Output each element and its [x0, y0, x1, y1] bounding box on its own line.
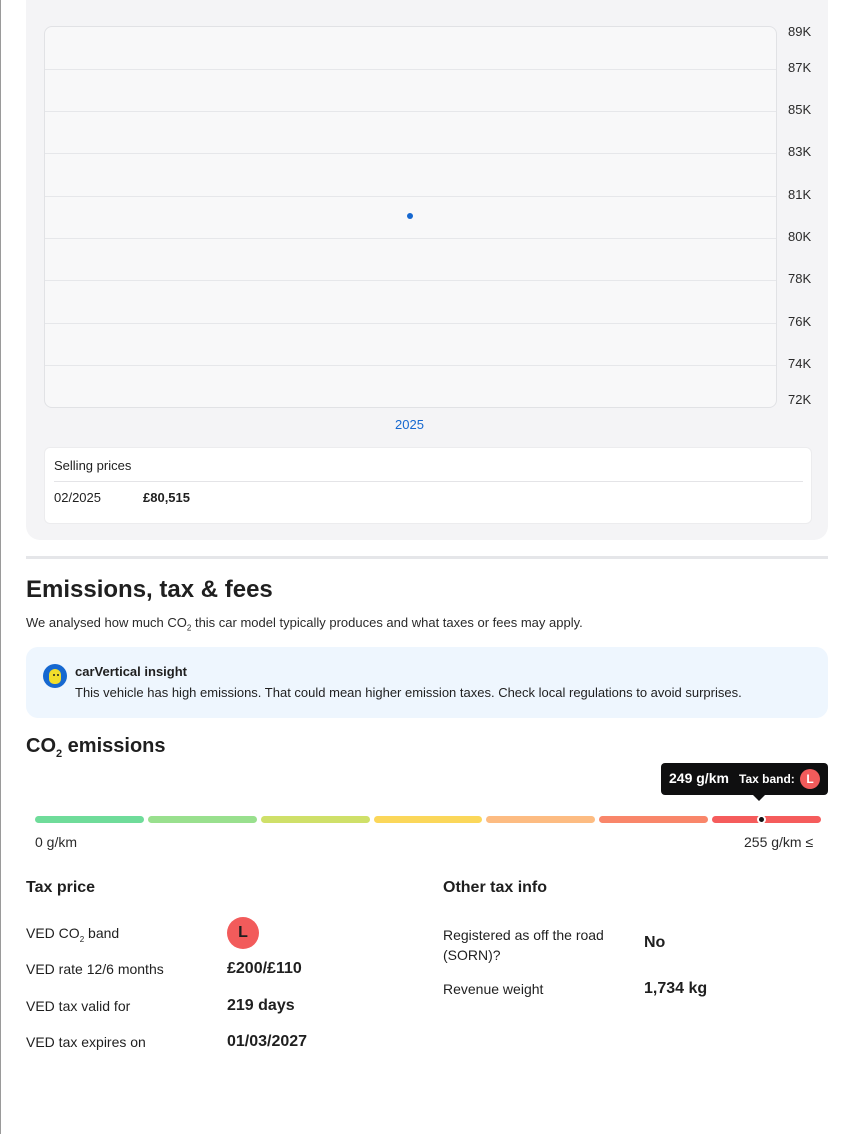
- y-tick-label: 87K: [788, 60, 812, 75]
- ved-band-badge: L: [227, 917, 259, 949]
- gridline: [45, 196, 776, 197]
- section-divider: [26, 556, 828, 559]
- intro-text-before: We analysed how much CO: [26, 615, 187, 630]
- ved-expires-value: 01/03/2027: [227, 1033, 308, 1050]
- co2-scale-segment: [599, 816, 708, 823]
- carvertical-mascot-icon: [43, 664, 67, 688]
- y-tick-label: 81K: [788, 187, 812, 202]
- y-tick-label: 85K: [788, 102, 812, 117]
- divider: [54, 481, 803, 482]
- label-text: VED CO: [26, 925, 80, 941]
- label-text: band: [84, 925, 120, 941]
- y-tick-label: 74K: [788, 356, 812, 371]
- co2-scale-segment: [35, 816, 144, 823]
- y-tick-label: 78K: [788, 271, 812, 286]
- ved-rate-value: £200/£110: [227, 960, 302, 977]
- gridline: [45, 365, 776, 366]
- ved-co2-band-label: [26, 925, 119, 944]
- price-point[interactable]: [407, 213, 413, 219]
- co2-scale-segment: [486, 816, 595, 823]
- price-history-card: [26, 0, 828, 540]
- gridline: [45, 323, 776, 324]
- gridline: [45, 153, 776, 154]
- insight-box: [26, 647, 828, 718]
- scale-min-label: 0 g/km: [35, 834, 78, 850]
- co2-title: [26, 735, 166, 760]
- co2-title-after: emissions: [62, 735, 166, 757]
- co2-value-tooltip: [661, 763, 828, 795]
- selling-price-date: 02/2025: [54, 490, 101, 505]
- gridline: [45, 238, 776, 239]
- scale-max-label: 255 g/km ≤: [744, 834, 814, 850]
- co2-marker: [757, 815, 766, 824]
- sorn-label-line2: (SORN)?: [443, 947, 501, 963]
- selling-prices-title: Selling prices: [54, 458, 132, 473]
- tax-price-title: Tax price: [26, 879, 96, 896]
- y-tick-label: 83K: [788, 144, 812, 159]
- ved-rate-label: VED rate 12/6 months: [26, 961, 164, 977]
- section-intro: [26, 615, 583, 633]
- co2-scale-segment: [148, 816, 257, 823]
- gridline: [45, 69, 776, 70]
- sorn-label-line1: Registered as off the road: [443, 927, 604, 943]
- co2-title-subscript: 2: [56, 748, 63, 760]
- revenue-weight-value: 1,734 kg: [644, 980, 708, 997]
- y-tick-label: 80K: [788, 229, 812, 244]
- co2-title-before: CO: [26, 735, 56, 757]
- tax-band-badge: L: [800, 769, 820, 789]
- co2-scale-segment: [261, 816, 370, 823]
- section-title: Emissions, tax & fees: [26, 576, 273, 603]
- selling-price-value: £80,515: [143, 490, 190, 505]
- selling-prices-table: [44, 447, 812, 524]
- ved-expires-label: VED tax expires on: [26, 1034, 146, 1050]
- price-chart-plot: [44, 26, 777, 408]
- y-tick-label: 89K: [788, 24, 812, 39]
- ved-valid-label: VED tax valid for: [26, 998, 131, 1014]
- co2-scale-segment: [712, 816, 821, 823]
- insight-text: This vehicle has high emissions. That could mean higher emission taxes. Check local regulations to avoid surprises.: [75, 685, 742, 700]
- sorn-value: No: [644, 934, 666, 951]
- gridline: [45, 111, 776, 112]
- label-subscript: 2: [79, 934, 85, 944]
- co2-scale-segment: [374, 816, 483, 823]
- intro-subscript: 2: [186, 623, 192, 633]
- insight-title: carVertical insight: [75, 664, 187, 679]
- x-tick-label: 2025: [395, 417, 424, 432]
- sorn-label: [443, 925, 604, 965]
- y-tick-label: 72K: [788, 392, 812, 407]
- intro-text-after: this car model typically produces and what taxes or fees may apply.: [191, 615, 583, 630]
- ved-valid-value: 219 days: [227, 997, 295, 1014]
- other-tax-title: Other tax info: [443, 879, 548, 896]
- gridline: [45, 280, 776, 281]
- revenue-weight-label: Revenue weight: [443, 981, 544, 997]
- co2-value: 249 g/km: [669, 770, 729, 786]
- tax-band-label: Tax band:: [739, 772, 795, 786]
- y-tick-label: 76K: [788, 314, 812, 329]
- page-edge: [0, 0, 1, 1134]
